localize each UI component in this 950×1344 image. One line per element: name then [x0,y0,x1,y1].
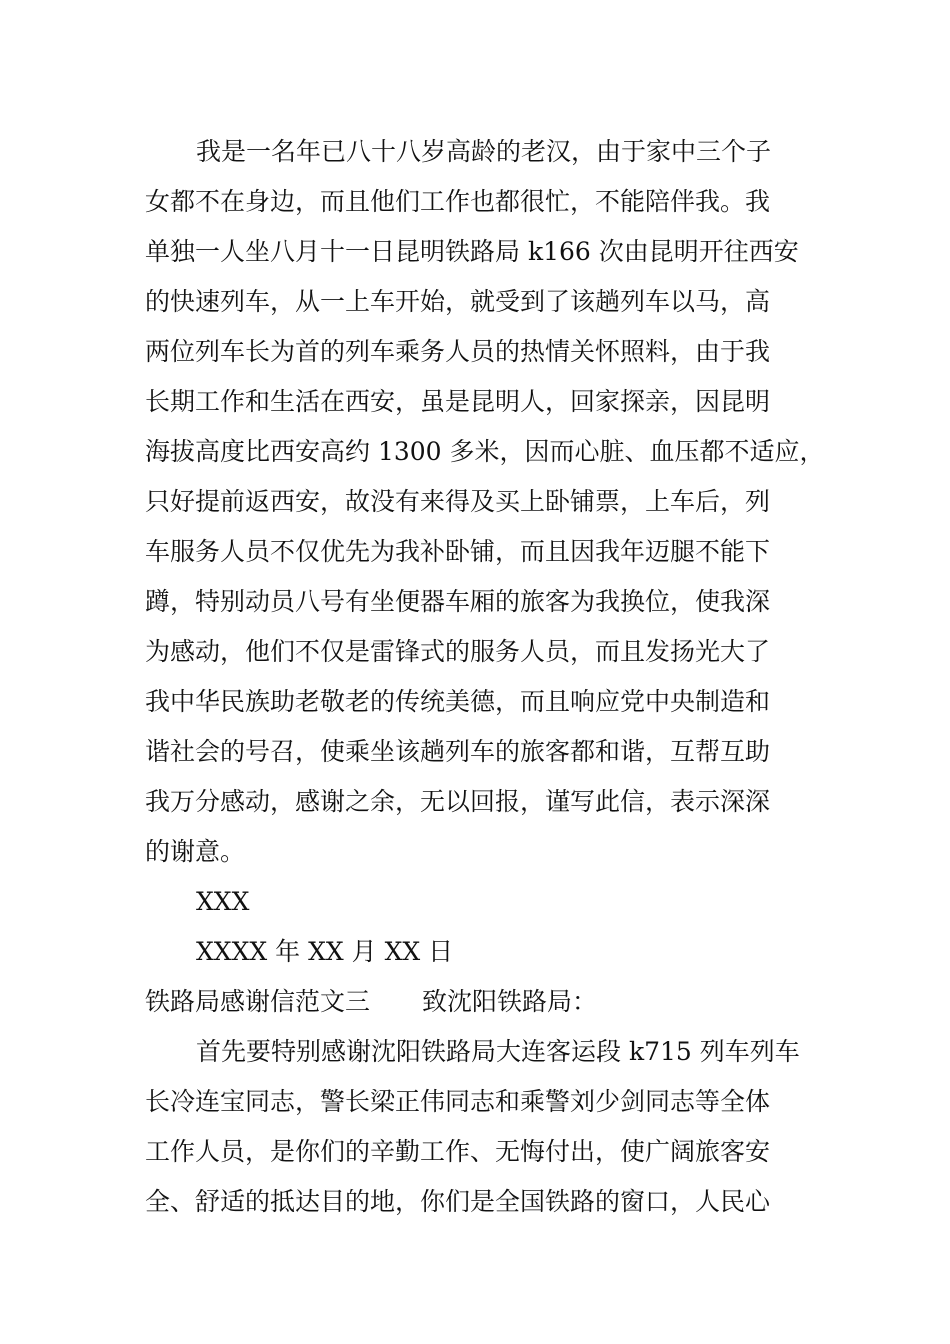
letter2-line-1: 我是一名年已八十八岁高龄的老汉，由于家中三个子 [196,137,772,166]
letter3-line-3: 工作人员，是你们的辛勤工作、无悔付出，使广阔旅客安 [145,1137,771,1166]
letter3-line-1: 首先要特别感谢沈阳铁路局大连客运段 k715 列车列车 [196,1037,800,1066]
letter2-line-13: 谐社会的号召，使乘坐该趟列车的旅客都和谐，互帮互助 [145,737,771,766]
letter2-line-6: 长期工作和生活在西安，虽是昆明人，回家探亲，因昆明 [145,387,771,416]
letter-date: XXXX 年 XX 月 XX 日 [196,937,454,966]
letter2-line-5: 两位列车长为首的列车乘务人员的热情关怀照料，由于我 [145,337,771,366]
section-heading-line [145,987,597,1017]
letter2-line-11: 为感动，他们不仅是雷锋式的服务人员，而且发扬光大了 [145,637,771,666]
letter2-line-2: 女都不在身边，而且他们工作也都很忙，不能陪伴我。我 [145,187,771,216]
letter-recipient: 致沈阳铁路局： [422,987,598,1016]
letter2-line-3: 单独一人坐八月十一日昆明铁路局 k166 次由昆明开往西安 [145,237,799,266]
letter3-line-2: 长冷连宝同志，警长梁正伟同志和乘警刘少剑同志等全体 [145,1087,771,1116]
letter2-line-4: 的快速列车，从一上车开始，就受到了该趟列车以马，高 [145,287,771,316]
letter2-line-9: 车服务人员不仅优先为我补卧铺，而且因我年迈腿不能下 [145,537,771,566]
letter2-line-14: 我万分感动，感谢之余，无以回报，谨写此信，表示深深 [145,787,771,816]
letter2-line-12: 我中华民族助老敬老的传统美德，而且响应党中央制造和 [145,687,771,716]
section-heading: 铁路局感谢信范文三 [145,987,371,1016]
letter3-line-4: 全、舒适的抵达目的地，你们是全国铁路的窗口，人民心 [145,1187,771,1216]
letter2-line-8: 只好提前返西安，故没有来得及买上卧铺票，上车后，列 [145,487,771,516]
signer-name: XXX [196,887,250,916]
letter2-line-10: 蹲，特别动员八号有坐便器车厢的旅客为我换位，使我深 [145,587,771,616]
letter2-line-15: 的谢意。 [145,837,246,866]
letter2-line-7: 海拔高度比西安高约 1300 多米，因而心脏、血压都不适应， [145,437,825,466]
